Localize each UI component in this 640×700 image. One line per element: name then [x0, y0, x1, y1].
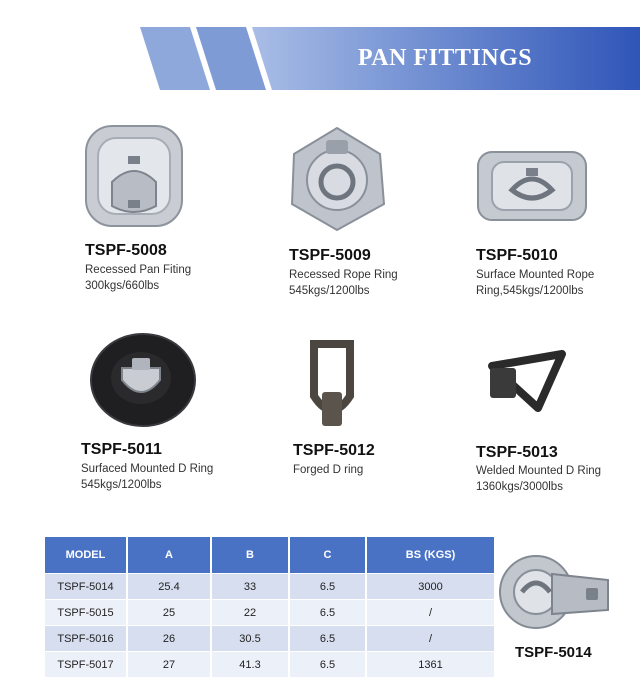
table-row	[45, 600, 494, 626]
cell-b: 33	[211, 574, 289, 600]
surface-mounted-rope-ring-image	[476, 150, 588, 222]
cell-c: 6.5	[289, 652, 366, 678]
surfaced-mounted-d-ring-image	[88, 332, 198, 428]
cell-model: TSPF-5016	[45, 626, 127, 652]
product-capacity: 1360kgs/3000lbs	[476, 481, 563, 493]
tspf-5014-image	[496, 552, 614, 632]
cell-bs: 3000	[366, 574, 494, 600]
cell-bs: 1361	[366, 652, 494, 678]
product-capacity: 545kgs/1200lbs	[289, 285, 370, 297]
product-capacity: Ring,545kgs/1200lbs	[476, 285, 584, 297]
welded-mounted-d-ring-image	[482, 348, 572, 416]
page-title: PAN FITTINGS	[357, 45, 533, 71]
product-description: Recessed Pan Fiting	[85, 264, 192, 276]
table-header-row	[45, 537, 494, 574]
cell-a: 25.4	[127, 574, 211, 600]
col-c: C	[289, 537, 366, 574]
cell-bs: /	[366, 626, 494, 652]
product-code: TSPF-5012	[293, 442, 375, 459]
cell-a: 25	[127, 600, 211, 626]
cell-a: 26	[127, 626, 211, 652]
cell-c: 6.5	[289, 600, 366, 626]
col-a: A	[127, 537, 211, 574]
cell-a: 27	[127, 652, 211, 678]
cell-b: 30.5	[211, 626, 289, 652]
cell-b: 41.3	[211, 652, 289, 678]
featured-product-code: TSPF-5014	[515, 644, 592, 661]
forged-d-ring-image	[306, 338, 358, 430]
product-capacity: 545kgs/1200lbs	[81, 479, 162, 491]
col-bs: BS (KGS)	[366, 537, 494, 574]
cell-model: TSPF-5014	[45, 574, 127, 600]
product-capacity: 300kgs/660lbs	[85, 280, 160, 292]
recessed-pan-fitting-image	[82, 122, 186, 232]
table-row	[45, 574, 494, 600]
col-model: MODEL	[45, 537, 127, 574]
product-description: Forged D ring	[293, 464, 364, 476]
product-code: TSPF-5013	[476, 444, 558, 461]
product-code: TSPF-5010	[476, 247, 558, 264]
product-code: TSPF-5011	[81, 441, 162, 458]
cell-c: 6.5	[289, 574, 366, 600]
table-row	[45, 652, 494, 678]
cell-model: TSPF-5017	[45, 652, 127, 678]
table-row	[45, 626, 494, 652]
header-banner	[0, 27, 640, 90]
product-code: TSPF-5009	[289, 247, 371, 264]
product-description: Surface Mounted Rope	[476, 269, 595, 281]
col-b: B	[211, 537, 289, 574]
product-description: Surfaced Mounted D Ring	[81, 463, 214, 475]
spec-table	[45, 537, 494, 677]
product-description: Recessed Rope Ring	[289, 269, 398, 281]
product-description: Welded Mounted D Ring	[476, 465, 602, 477]
cell-b: 22	[211, 600, 289, 626]
cell-bs: /	[366, 600, 494, 626]
recessed-rope-ring-image	[288, 126, 386, 232]
cell-c: 6.5	[289, 626, 366, 652]
cell-model: TSPF-5015	[45, 600, 127, 626]
product-code: TSPF-5008	[85, 242, 167, 259]
